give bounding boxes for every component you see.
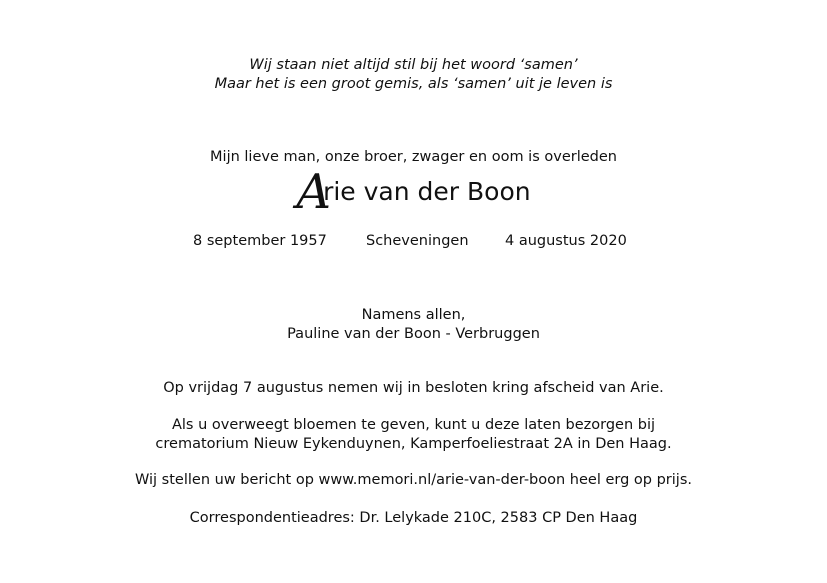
condolence-text: Wij stellen uw bericht op www.memori.nl/arie-van-der-boon heel erg op prijs. [135, 472, 692, 488]
farewell-text: Op vrijdag 7 augustus nemen wij in besloten kring afscheid van Arie. [163, 380, 664, 396]
flowers-line-2: crematorium Nieuw Eykenduynen, Kamperfoeliestraat 2A in Den Haag. [155, 436, 672, 452]
place: Scheveningen [366, 233, 469, 249]
correspondence-address: Correspondentieadres: Dr. Lelykade 210C, 2583 CP Den Haag [189, 510, 638, 526]
poem-line-1: Wij staan niet altijd stil bij het woord ‘samen’ [249, 57, 578, 73]
signature-line-1: Namens allen, [361, 307, 466, 323]
birth-date: 8 september 1957 [193, 233, 327, 249]
death-date: 4 augustus 2020 [505, 233, 627, 249]
announcement-text: Mijn lieve man, onze broer, zwager en oom is overleden [210, 149, 617, 165]
flowers-line-1: Als u overweegt bloemen te geven, kunt u deze laten bezorgen bij [171, 417, 656, 433]
deceased-name [0, 164, 827, 220]
poem-line-2: Maar het is een groot gemis, als ‘samen’ uit je leven is [214, 76, 613, 92]
name-rest: rie van der Boon [323, 177, 531, 206]
name-initial: A [296, 164, 320, 220]
dates-row [0, 233, 827, 253]
signature-line-2: Pauline van der Boon - Verbruggen [287, 326, 540, 342]
